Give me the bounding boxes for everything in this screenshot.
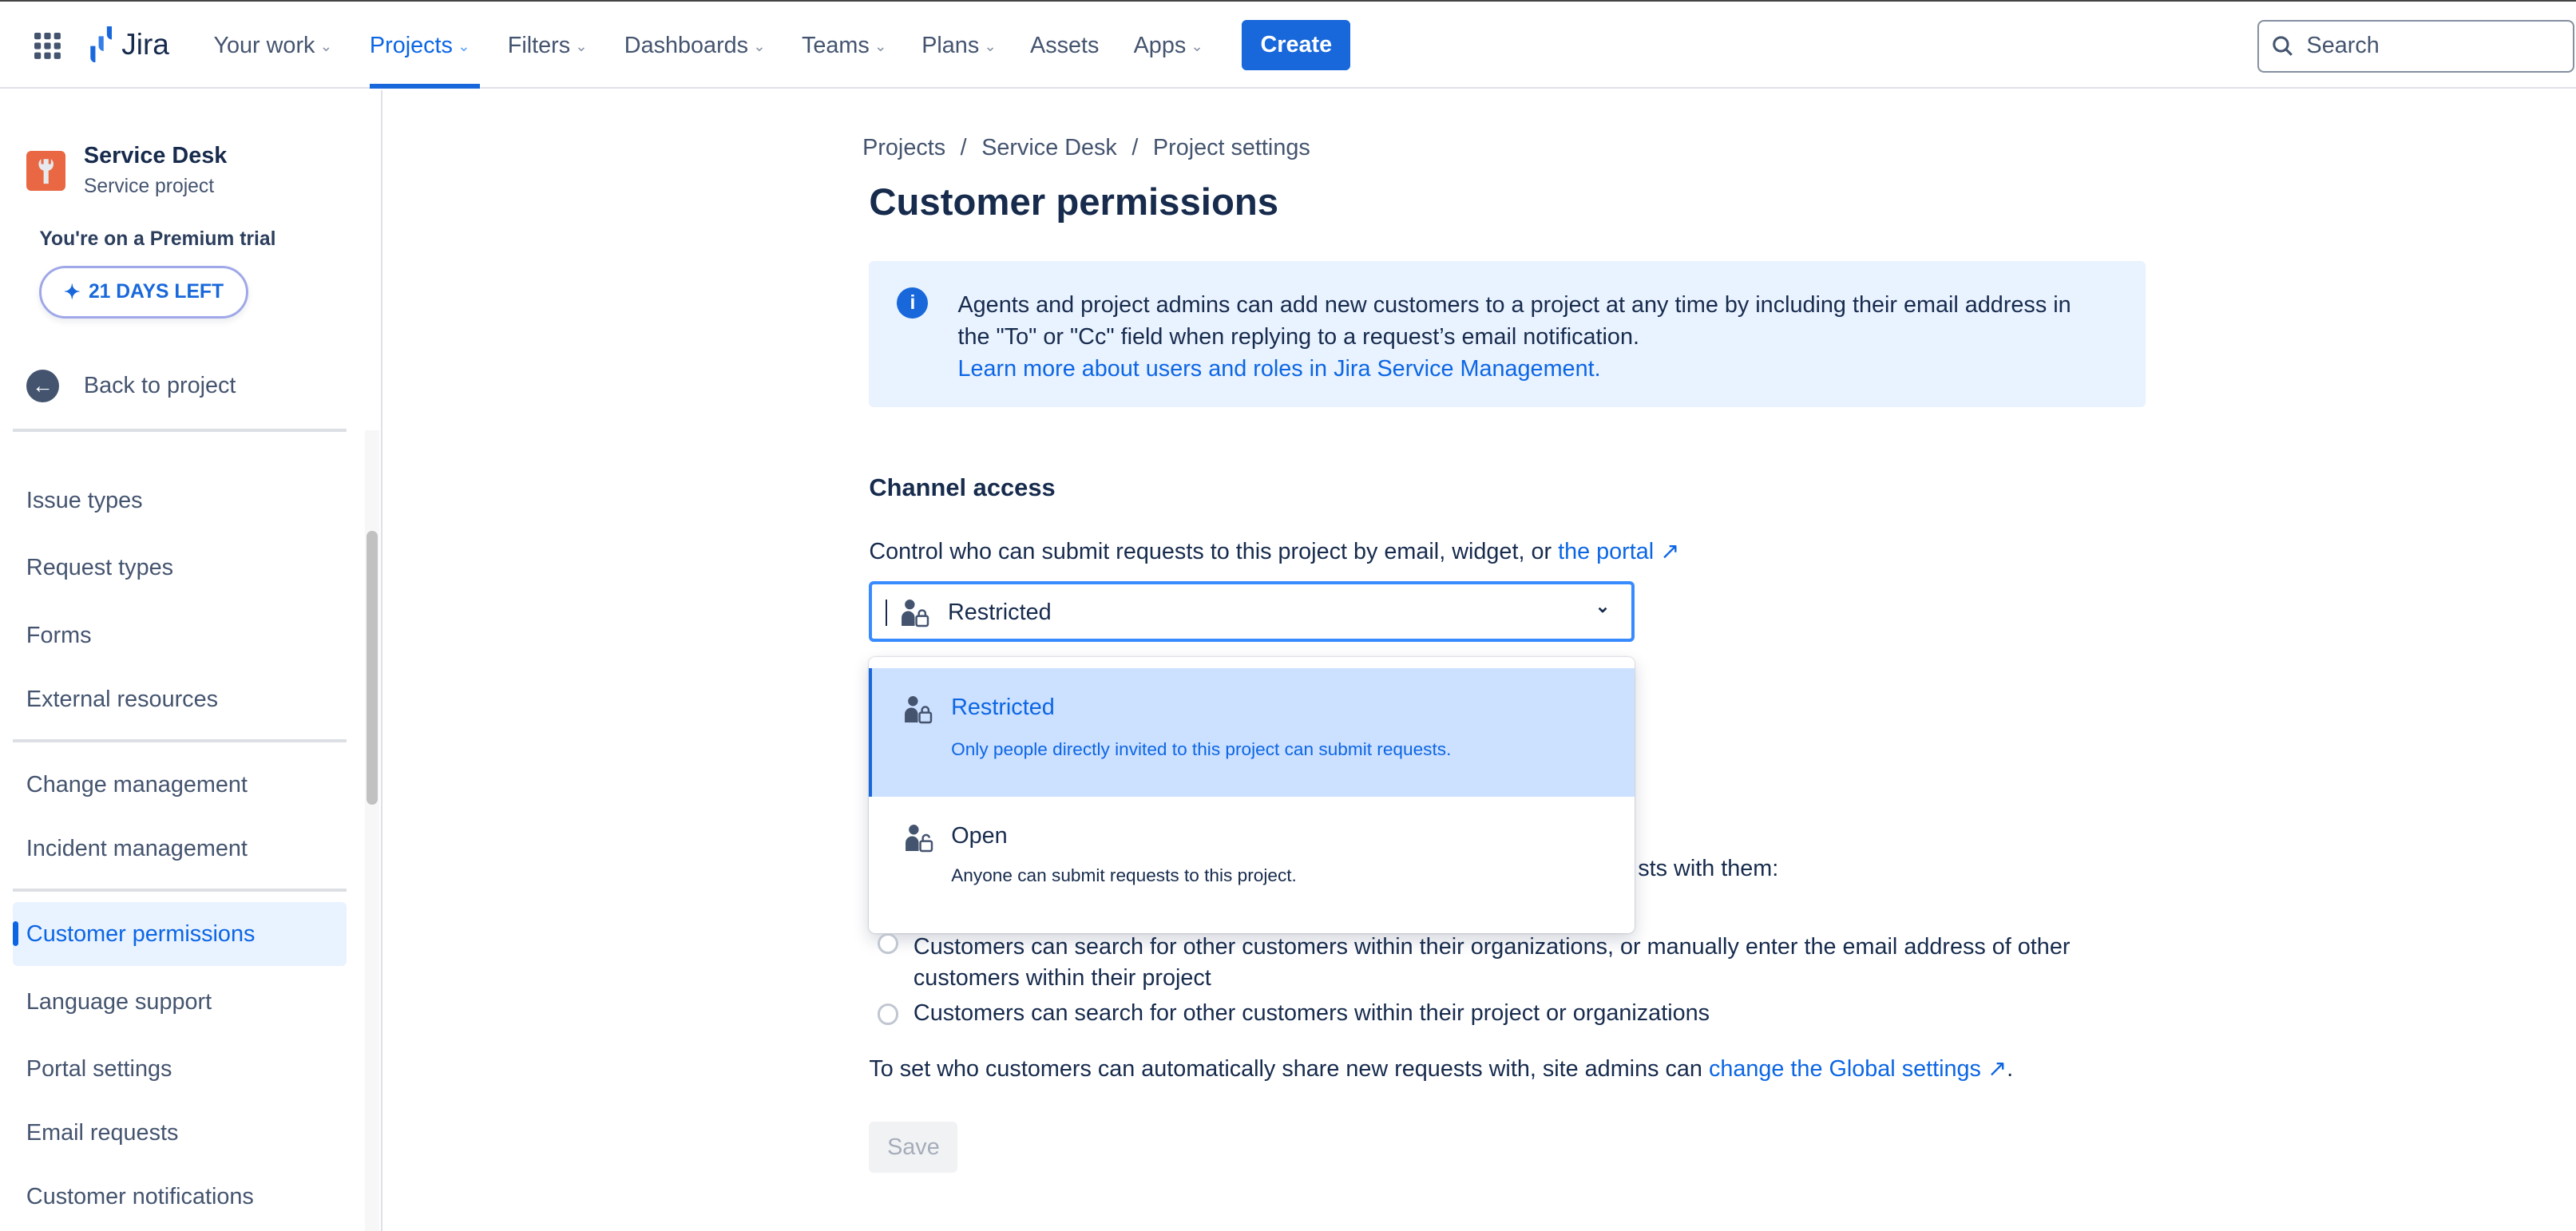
sidebar-divider: [13, 429, 347, 432]
app-name: Jira: [121, 27, 169, 61]
chevron-down-icon: ⌄: [874, 37, 887, 54]
nav-label: Teams: [802, 33, 870, 59]
chevron-down-icon: ⌄: [984, 37, 997, 54]
chevron-down-icon: ⌄: [458, 37, 470, 54]
save-button[interactable]: Save: [869, 1122, 957, 1173]
option-description: Anyone can submit requests to this project.: [951, 865, 1297, 886]
channel-access-heading: Channel access: [869, 473, 1056, 501]
radio-label-line: customers within their project: [913, 964, 1211, 991]
chevron-down-icon[interactable]: ⌄: [1595, 596, 1611, 616]
app-switcher-icon[interactable]: [34, 33, 61, 65]
option-open[interactable]: [869, 797, 1635, 924]
chevron-down-icon: ⌄: [753, 37, 766, 54]
nav-assets[interactable]: [1030, 33, 1099, 59]
nav-your-work[interactable]: [213, 33, 332, 59]
obscured-text-tail: sts with them:: [1638, 855, 1779, 881]
breadcrumb-service-desk[interactable]: Service Desk: [981, 134, 1117, 160]
sidebar-divider: [13, 739, 347, 742]
breadcrumb-projects[interactable]: Projects: [862, 134, 946, 160]
chevron-down-icon: ⌄: [1191, 37, 1203, 54]
sidebar-item-customer-permissions[interactable]: [13, 902, 347, 966]
chevron-down-icon: ⌄: [575, 37, 588, 54]
back-arrow-icon[interactable]: ←: [26, 370, 59, 402]
sidebar-item-portal-settings[interactable]: Portal settings: [26, 1055, 172, 1082]
nav-label: Your work: [213, 33, 315, 59]
breadcrumb-separator: /: [1131, 134, 1139, 160]
external-link-icon: ↗︎: [1660, 538, 1680, 564]
nav-filters[interactable]: [508, 33, 588, 59]
sidebar-item-label: Customer permissions: [26, 921, 256, 948]
selected-indicator: [13, 921, 18, 946]
chevron-down-icon: ⌄: [319, 37, 333, 54]
scrollbar-thumb[interactable]: [367, 531, 378, 805]
info-icon: i: [897, 287, 928, 319]
option-restricted[interactable]: [869, 668, 1635, 796]
radio-label: [913, 932, 2071, 994]
info-banner: [869, 261, 2146, 407]
global-settings-text: [869, 1055, 2013, 1083]
sidebar-scrollbar[interactable]: [365, 430, 380, 1231]
radio-search-project-or-orgs[interactable]: [878, 1003, 899, 1025]
info-line: the "To" or "Cc" field when replying to a request’s email notification.: [957, 324, 1639, 350]
create-button[interactable]: Create: [1242, 20, 1350, 71]
sidebar-item-language-support[interactable]: Language support: [26, 988, 212, 1015]
nav-projects[interactable]: [370, 33, 470, 59]
radio-label: Customers can search for other customers within their project or organizations: [913, 999, 1710, 1026]
sidebar-item-email-requests[interactable]: Email requests: [26, 1120, 179, 1146]
info-line: Agents and project admins can add new customers to a project at any time by including their email address in: [957, 292, 2071, 319]
nav-teams[interactable]: [802, 33, 887, 59]
project-sidebar: [0, 90, 382, 1231]
trial-text: You're on a Premium trial: [39, 228, 276, 250]
top-navigation: [0, 2, 2576, 89]
sidebar-item-external-resources[interactable]: External resources: [26, 686, 218, 712]
search-placeholder: Search: [2306, 33, 2380, 59]
channel-access-select[interactable]: [869, 581, 1635, 642]
nav-label: Apps: [1133, 33, 1187, 59]
period: .: [2007, 1055, 2014, 1082]
global-settings-link[interactable]: change the Global settings: [1708, 1055, 1981, 1082]
sidebar-divider: [13, 889, 347, 892]
breadcrumb: [862, 135, 1310, 161]
search-icon: [2272, 35, 2293, 57]
project-name[interactable]: Service Desk: [83, 142, 228, 168]
channel-desc-text: Control who can submit requests to this project by email, widget, or: [869, 538, 1552, 564]
sidebar-item-incident-management[interactable]: Incident management: [26, 836, 248, 862]
sidebar-item-request-types[interactable]: Request types: [26, 555, 173, 581]
portal-link[interactable]: the portal: [1558, 538, 1655, 564]
select-value: Restricted: [947, 599, 1052, 625]
back-to-project-link[interactable]: Back to project: [83, 373, 236, 399]
channel-description: [869, 537, 1679, 565]
restricted-user-lock-icon: [903, 695, 936, 727]
trial-days-left-button[interactable]: [39, 266, 248, 319]
search-input[interactable]: [2257, 20, 2574, 73]
nav-label: Projects: [369, 33, 453, 59]
open-user-unlock-icon: [904, 823, 937, 856]
active-tab-indicator: [370, 84, 480, 89]
nav-label: Dashboards: [624, 33, 749, 59]
text-cursor: [886, 600, 887, 626]
option-description: Only people directly invited to this project can submit requests.: [951, 738, 1452, 759]
nav-label: Plans: [921, 33, 980, 59]
page-title: Customer permissions: [869, 181, 1279, 224]
sidebar-item-issue-types[interactable]: Issue types: [26, 488, 143, 514]
radio-search-orgs-or-email[interactable]: [878, 933, 899, 955]
jira-logo-icon: [82, 26, 113, 62]
nav-dashboards[interactable]: [624, 33, 766, 59]
sidebar-item-change-management[interactable]: Change management: [26, 771, 248, 798]
sparkle-icon: ✦: [63, 282, 81, 304]
external-link-icon: ↗︎: [1987, 1055, 2007, 1082]
learn-more-link[interactable]: Learn more about users and roles in Jira Service Management.: [957, 356, 1601, 382]
info-text: [957, 289, 2071, 385]
nav-plans[interactable]: [921, 33, 997, 59]
global-text: To set who customers can automatically share new requests with, site admins can: [869, 1055, 1702, 1082]
channel-access-dropdown-menu: [869, 657, 1635, 933]
option-label: Restricted: [951, 695, 1055, 721]
jira-logo[interactable]: [82, 26, 169, 62]
nav-apps[interactable]: [1134, 33, 1203, 59]
project-type: Service project: [83, 176, 215, 198]
nav-label: Assets: [1029, 33, 1100, 59]
project-avatar-wrench-icon: [26, 151, 65, 190]
breadcrumb-project-settings[interactable]: Project settings: [1152, 134, 1310, 160]
breadcrumb-separator: /: [960, 134, 967, 160]
restricted-user-lock-icon: [900, 598, 933, 631]
nav-label: Filters: [507, 33, 571, 59]
sidebar-item-forms[interactable]: Forms: [26, 622, 92, 648]
trial-badge-label: 21 DAYS LEFT: [88, 281, 224, 303]
option-label: Open: [951, 822, 1008, 849]
sidebar-item-customer-notifications[interactable]: Customer notifications: [26, 1184, 254, 1210]
radio-label-line: Customers can search for other customers within their organizations, or manually enter the email address of other: [913, 933, 2071, 960]
